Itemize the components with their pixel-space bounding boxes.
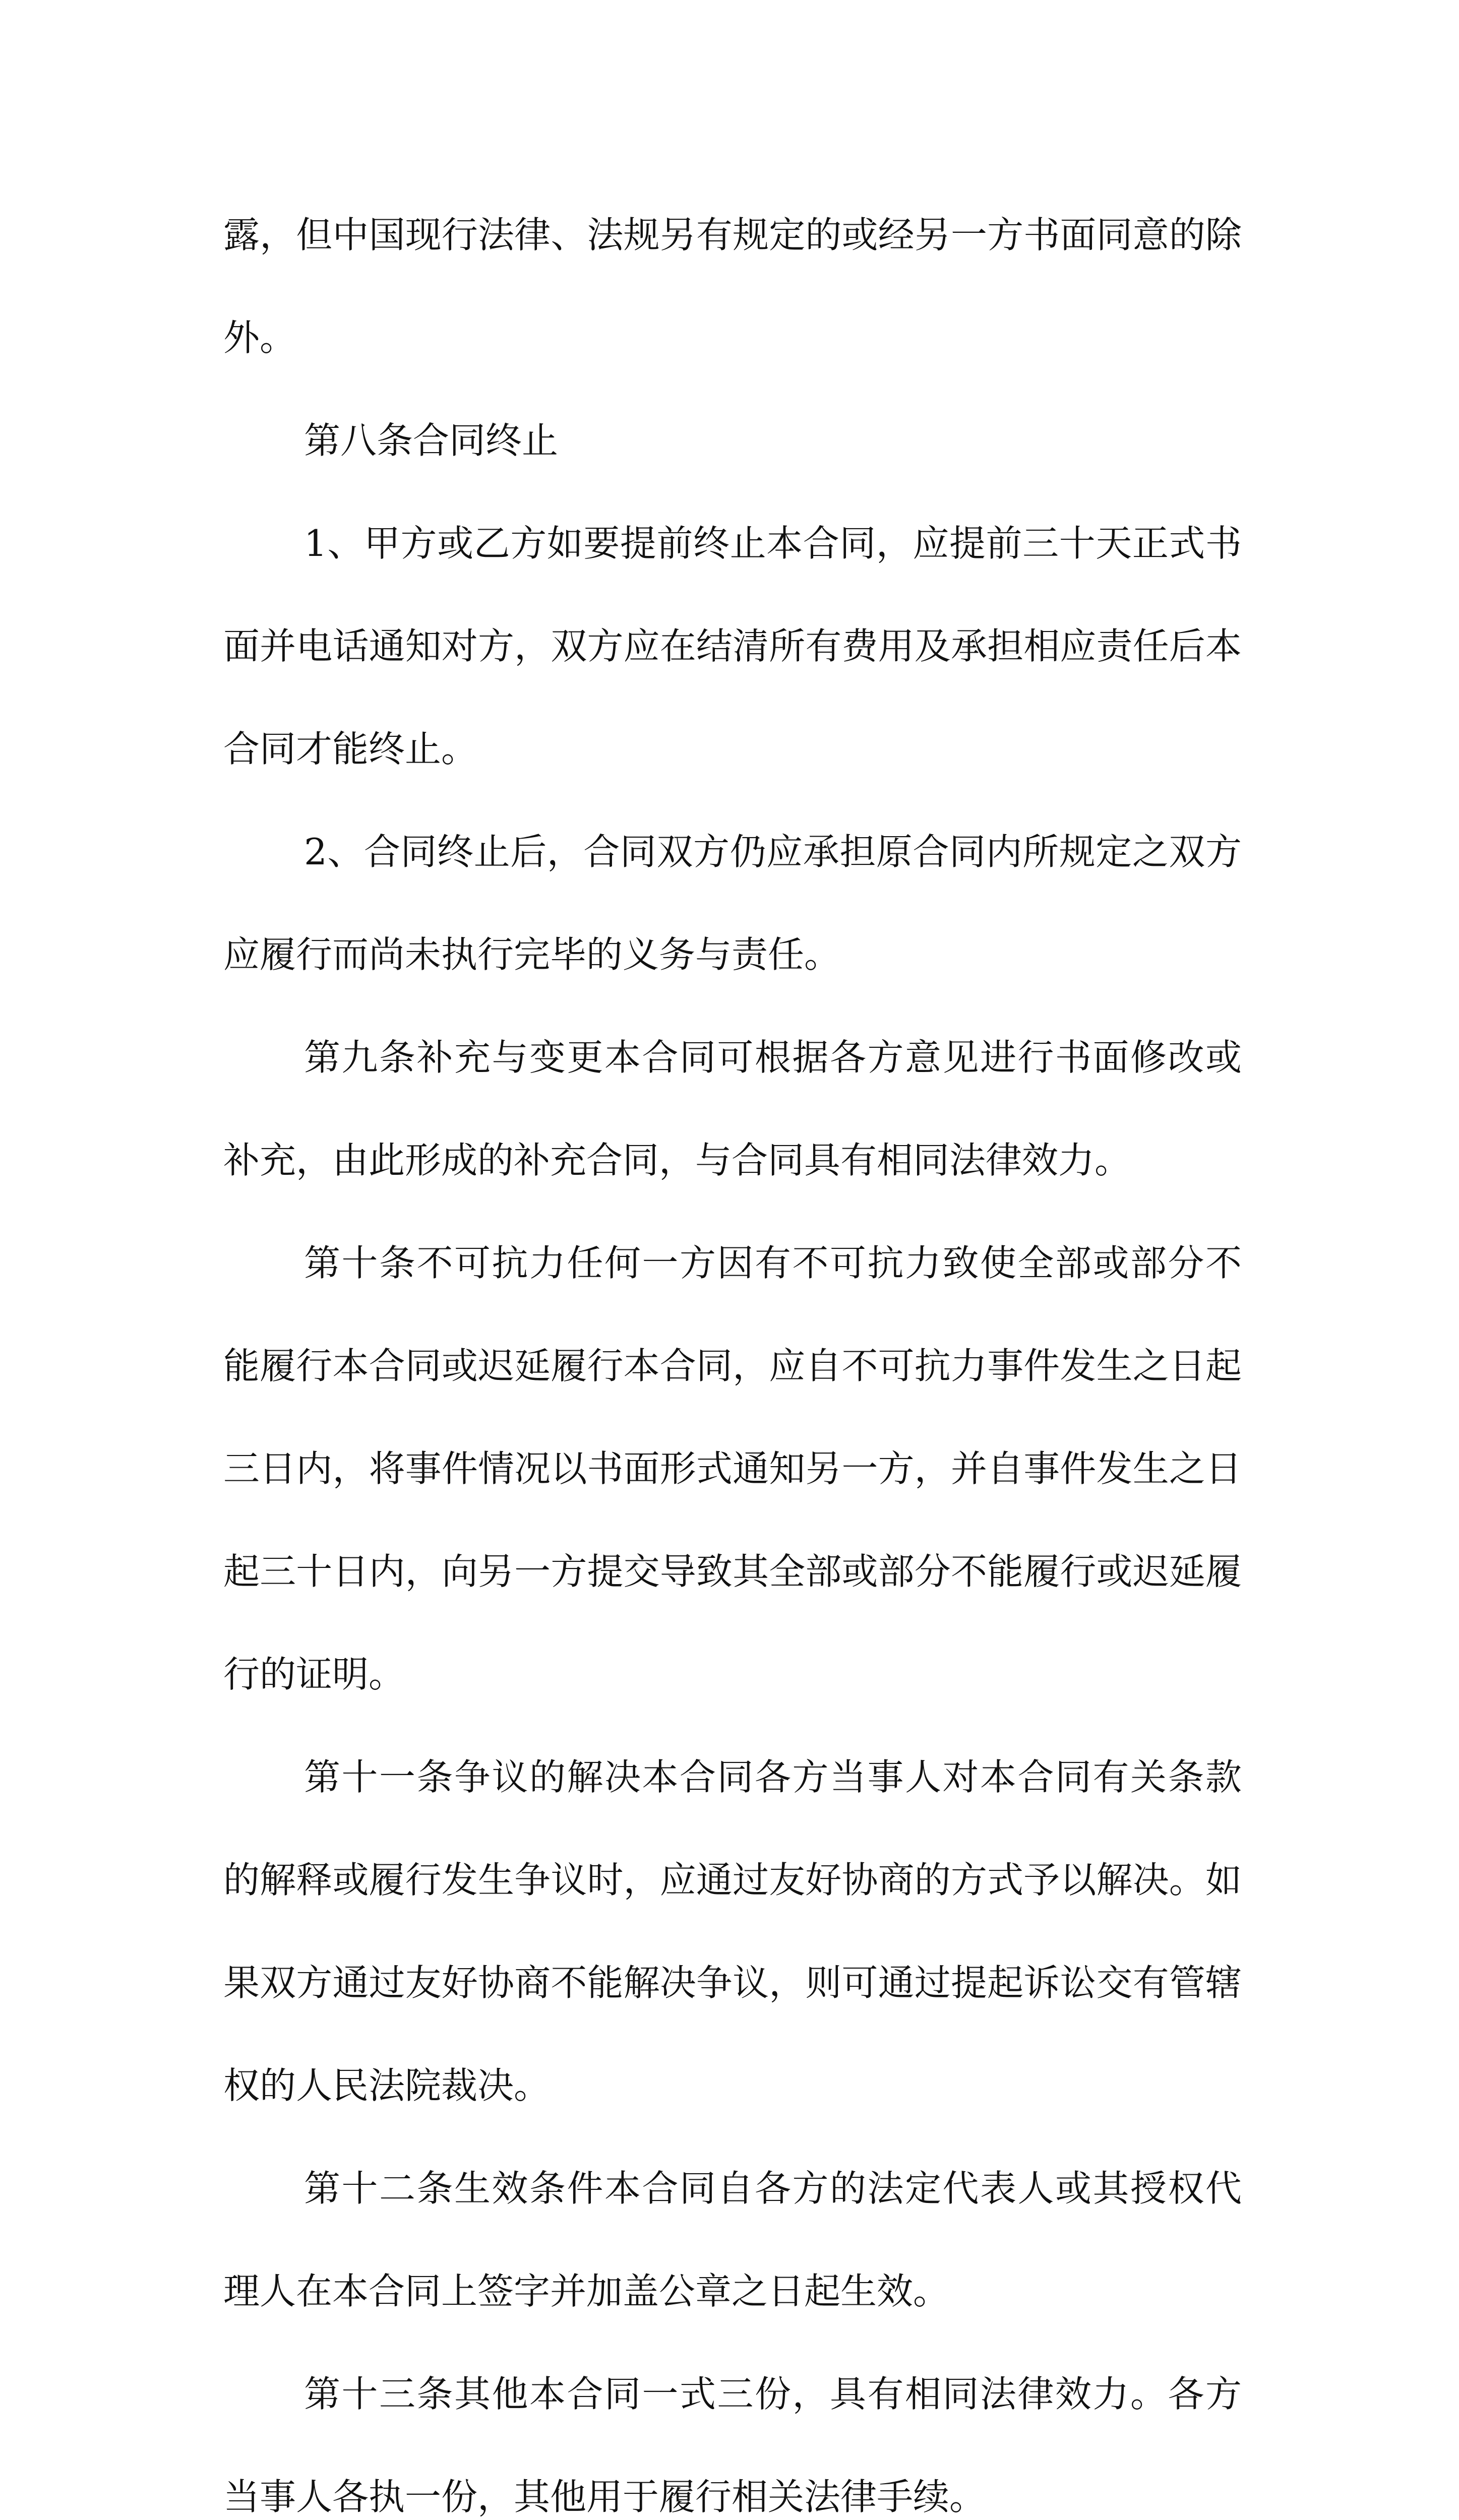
paragraph-termination-notice: 1、甲方或乙方如要提前终止本合同，应提前三十天正式书面并电话通知对方，双方应在结清所有费用及承担相应责任后本合同才能终止。 xyxy=(223,522,1242,770)
paragraph-article-10-force-majeure: 第十条不可抗力任何一方因有不可抗力致使全部或部分不能履行本合同或迟延履行本合同，应自不可抗力事件发生之日起三日内，将事件情况以书面形式通知另一方，并自事件发生之日起三十日内，向另一方提交导致其全部或部分不能履行或迟延履行的证明。 xyxy=(223,1242,1242,1695)
document-page xyxy=(223,183,1242,2520)
paragraph-article-12-effectiveness: 第十二条生效条件本合同自各方的法定代表人或其授权代理人在本合同上签字并加盖公章之日起生效。 xyxy=(223,2167,1242,2312)
paragraph-article-9-amendment: 第九条补充与变更本合同可根据各方意见进行书面修改或补充，由此形成的补充合同，与合同具有相同法律效力。 xyxy=(223,1036,1242,1181)
paragraph-article-13-miscellaneous: 第十三条其他本合同一式三份，具有相同法律效力。各方当事人各执一份，其他用于履行相关法律手续。 xyxy=(223,2373,1242,2518)
paragraph-post-termination-obligations: 2、合同终止后，合同双方仍应承担原合同内所规定之双方应履行而尚未执行完毕的义务与责任。 xyxy=(223,831,1242,976)
paragraph-article-11-dispute-resolution: 第十一条争议的解决本合同各方当事人对本合同有关条款的解释或履行发生争议时，应通过友好协商的方式予以解决。如果双方通过友好协商不能解决争议，则可通过提起诉讼交有管辖权的人民法院裁决。 xyxy=(223,1756,1242,2107)
paragraph-confidentiality-tail: 露，但中国现行法律、法规另有规定的或经另一方书面同意的除外。 xyxy=(223,214,1242,359)
heading-article-8-termination: 第八条合同终止 xyxy=(304,419,559,462)
